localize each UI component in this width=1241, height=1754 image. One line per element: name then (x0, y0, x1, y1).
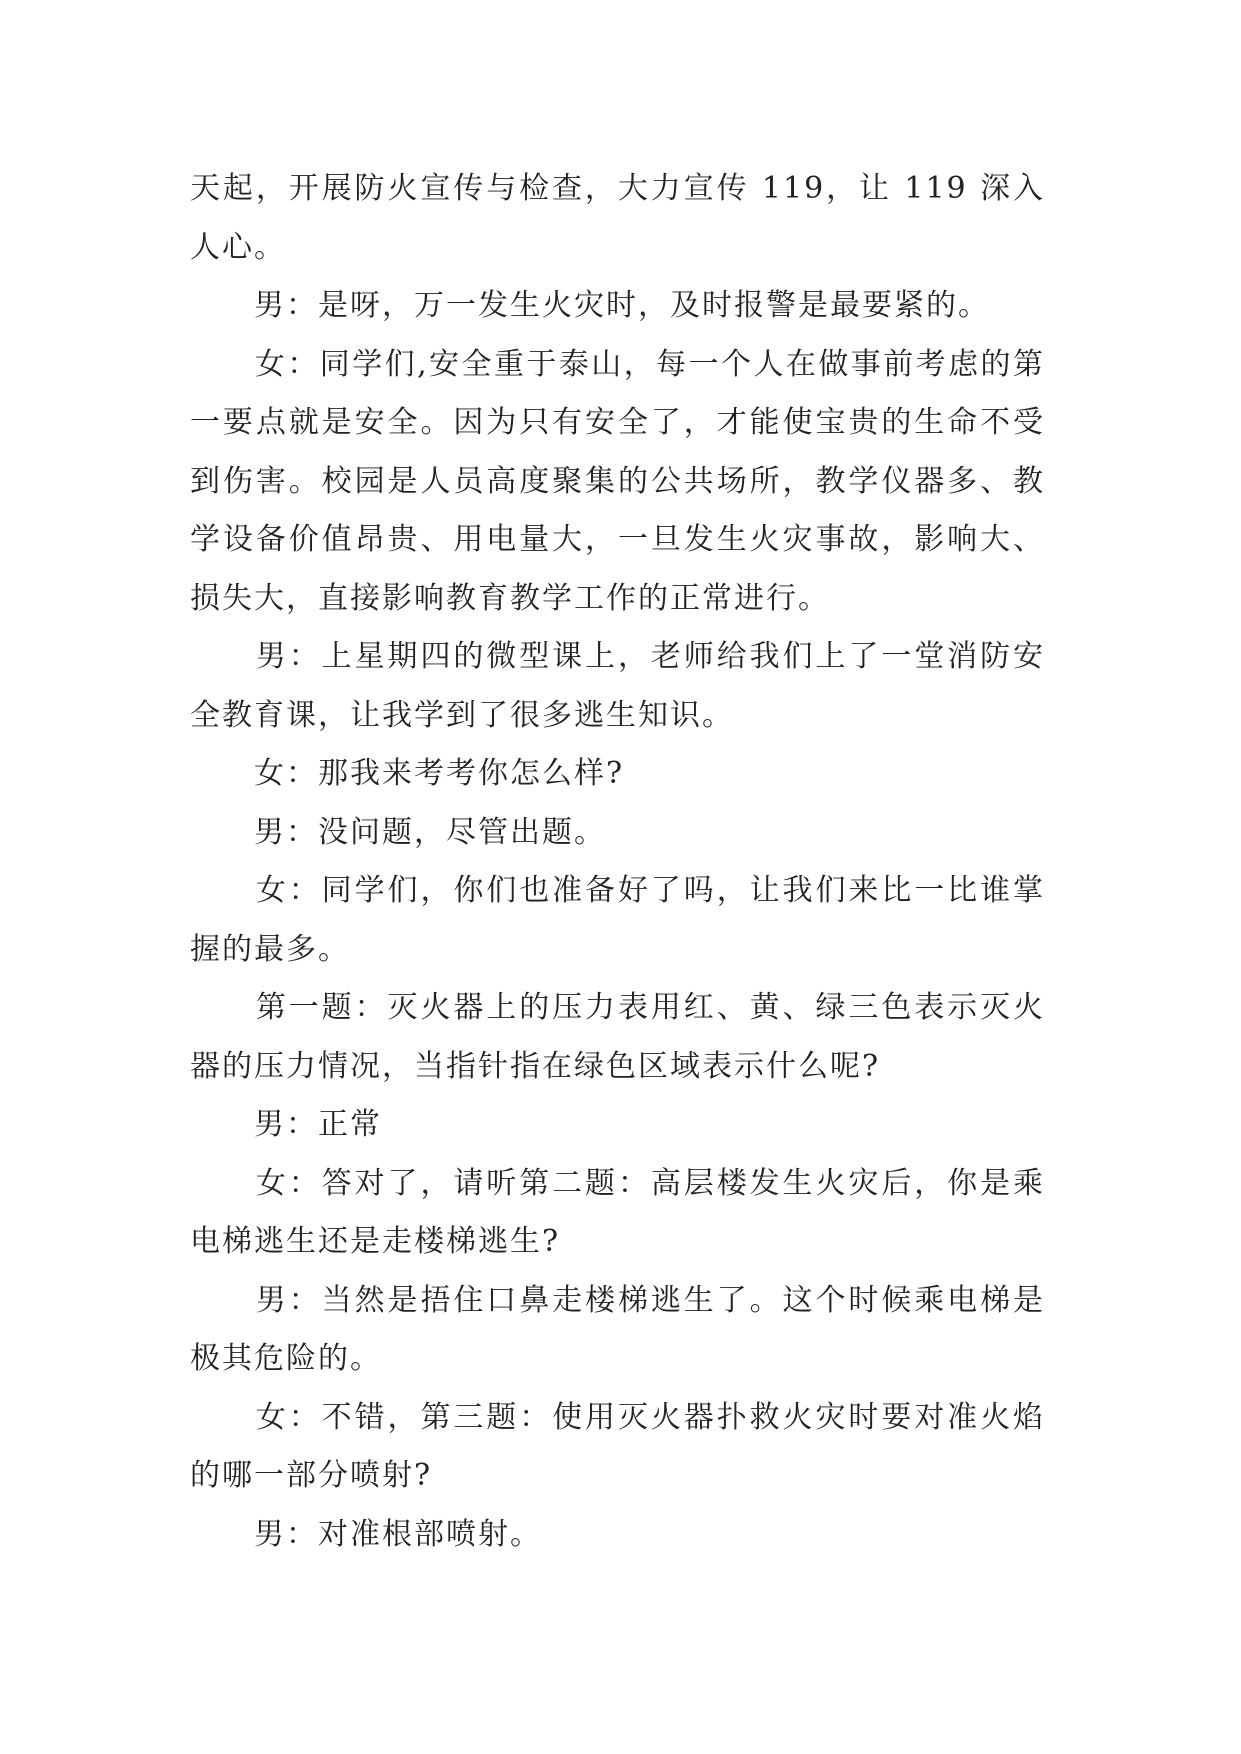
paragraph-4: 男：上星期四的微型课上，老师给我们上了一堂消防安全教育课，让我学到了很多逃生知识。 (190, 639, 1045, 733)
paragraph-12: 女：不错，第三题：使用灭火器扑救火灾时要对准火焰的哪一部分喷射? (190, 1399, 1045, 1493)
paragraph-7: 女：同学们，你们也准备好了吗，让我们来比一比谁掌握的最多。 (190, 873, 1045, 967)
paragraph-3: 女：同学们,安全重于泰山，每一个人在做事前考虑的第一要点就是安全。因为只有安全了，才能使宝贵的生命不受到伤害。校园是人员高度聚集的公共场所，教学仪器多、教学设备价值昂贵、用电量大，一旦发生火灾事故，影响大、损失大，直接影响教育教学工作的正常进行。 (190, 346, 1045, 616)
paragraph-8: 第一题：灭火器上的压力表用红、黄、绿三色表示灭火器的压力情况，当指针指在绿色区域表示什么呢? (190, 990, 1045, 1084)
paragraph-2: 男：是呀，万一发生火灾时，及时报警是最要紧的。 (190, 288, 990, 323)
paragraph-5: 女：那我来考考你怎么样? (190, 756, 625, 791)
document-body (190, 160, 1045, 1564)
paragraph-13: 男：对准根部喷射。 (190, 1516, 542, 1552)
paragraph-1: 天起，开展防火宣传与检查，大力宣传 119，让 119 深入人心。 (190, 171, 1045, 265)
paragraph-10: 女：答对了，请听第二题：高层楼发生火灾后，你是乘电梯逃生还是走楼梯逃生? (190, 1165, 1045, 1259)
paragraph-6: 男：没问题，尽管出题。 (190, 814, 606, 850)
paragraph-11: 男：当然是捂住口鼻走楼梯逃生了。这个时候乘电梯是极其危险的。 (190, 1282, 1045, 1376)
paragraph-9: 男：正常 (190, 1107, 382, 1142)
